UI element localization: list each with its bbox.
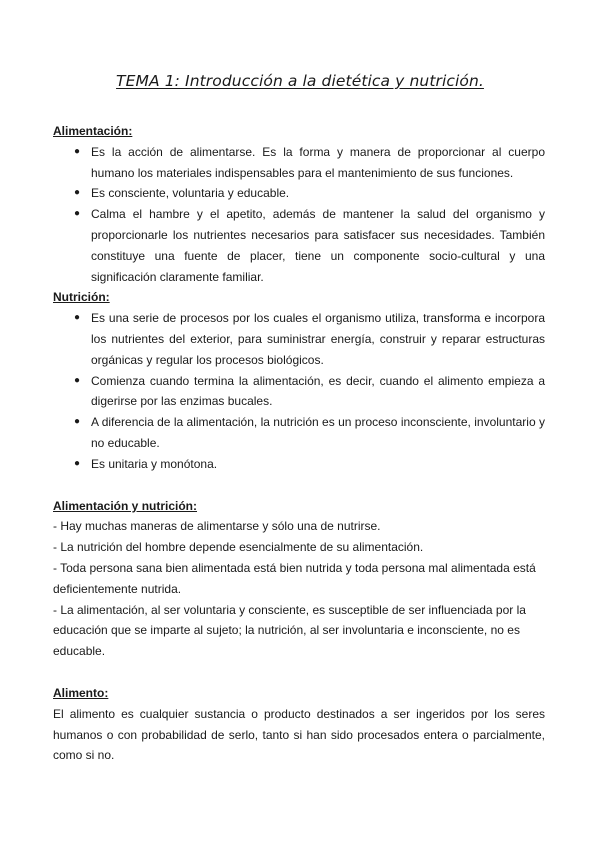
text-line: - Hay muchas maneras de alimentarse y sólo una de nutrirse. <box>53 519 381 534</box>
bullet-icon: ● <box>74 457 81 469</box>
heading-alimentacion-nutricion: Alimentación y nutrición: <box>53 498 198 513</box>
list-item: ● Es la acción de alimentarse. Es la forma y manera de proporcionar al cuerpo humano los materiales indispensables para el mantenimiento de sus funciones. <box>53 142 545 184</box>
bullet-icon: ● <box>74 416 81 428</box>
bullet-list-alimentacion <box>53 142 545 288</box>
list-item: ● Es una serie de procesos por los cuales el organismo utiliza, transforma e incorpora los nutrientes del exterior, para suministrar energía, construir y reparar estructuras orgánicas y regular los procesos biológicos. <box>53 308 545 370</box>
heading-alimento: Alimento: <box>53 685 109 700</box>
bullet-icon: ● <box>74 187 81 199</box>
document-title: TEMA 1: Introducción a la dietética y nutrición. <box>116 72 484 90</box>
bullet-list-nutricion <box>53 308 545 474</box>
list-item: ● Es unitaria y monótona. <box>53 454 545 475</box>
document-body <box>53 121 545 766</box>
heading-alimentacion: Alimentación: <box>53 124 133 138</box>
text-line: - Toda persona sana bien alimentada está bien nutrida y toda persona mal alimentada está deficientemente nutrida. <box>53 560 536 596</box>
bullet-icon: ● <box>74 208 81 220</box>
bullet-icon: ● <box>74 312 81 324</box>
bullet-icon: ● <box>74 374 81 386</box>
paragraph-alimento: El alimento es cualquier sustancia o producto destinados a ser ingeridos por los seres humanos o con probabilidad de serlo, tanto si han sido procesados entera o parcialmente, como si no. <box>53 706 545 763</box>
list-item: ● Comienza cuando termina la alimentación, es decir, cuando el alimento empieza a digerirse por las enzimas bucales. <box>53 371 545 413</box>
spacer <box>53 662 545 683</box>
bullet-icon: ● <box>74 145 81 157</box>
heading-nutricion: Nutrición: <box>53 290 110 305</box>
spacer <box>53 475 545 496</box>
text-line: - La nutrición del hombre depende esencialmente de su alimentación. <box>53 540 424 555</box>
list-item: ● Calma el hambre y el apetito, además de mantener la salud del organismo y proporcionarle los nutrientes necesarios para satisfacer sus necesidades. También constituye una fuente de placer, tiene un componente socio-cultural y una significación claramente familiar. <box>53 204 545 287</box>
list-item: ● Es consciente, voluntaria y educable. <box>53 183 545 204</box>
list-item: ● A diferencia de la alimentación, la nutrición es un proceso inconsciente, involuntario y no educable. <box>53 412 545 454</box>
text-line: - La alimentación, al ser voluntaria y consciente, es susceptible de ser influenciada por la educación que se imparte al sujeto; la nutrición, al ser involuntaria e inconsciente, no es educable. <box>53 602 526 659</box>
